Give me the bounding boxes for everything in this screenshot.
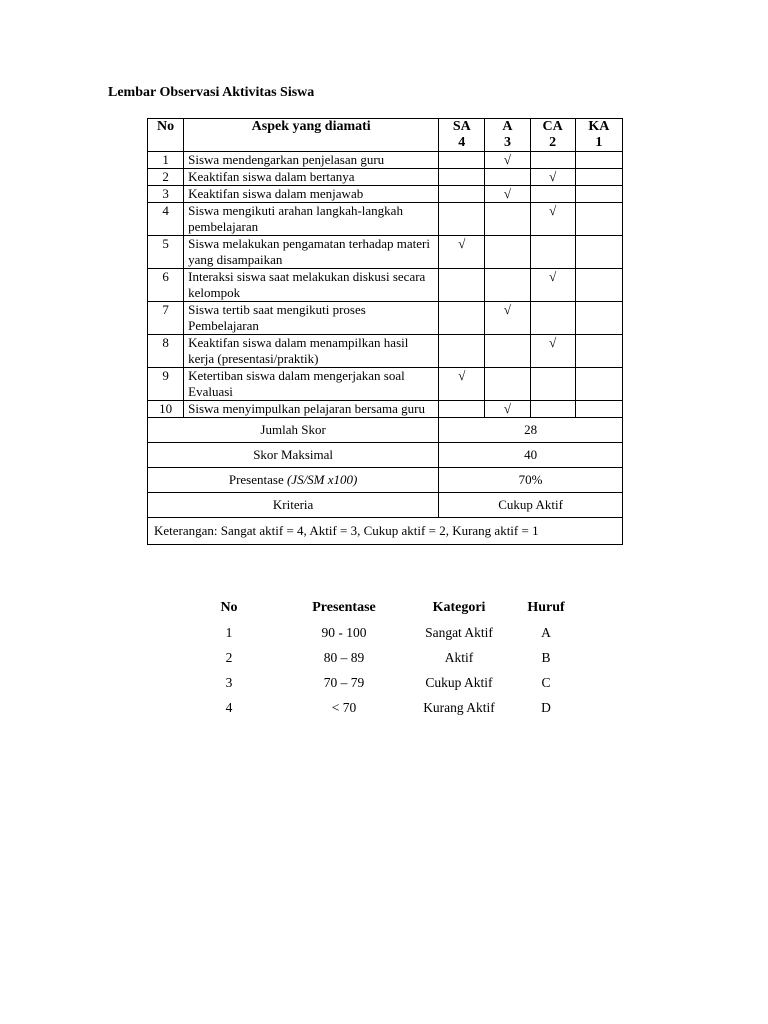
row-check-sa [439,401,485,418]
row-no: 10 [148,401,184,418]
row-check-ka [575,335,622,368]
row-check-ka [575,169,622,186]
percentage-value: 70% [439,468,623,493]
row-check-ka [575,368,622,401]
header-ka-score: 1 [575,135,622,152]
row-aspect: Ketertiban siswa dalam mengerjakan soal Evaluasi [184,368,439,401]
total-score-label: Jumlah Skor [148,418,439,443]
category-row [190,620,594,645]
criteria-row [148,493,623,518]
row-no: 9 [148,368,184,401]
row-aspect: Keaktifan siswa dalam menjawab [184,186,439,203]
row-check-ka [575,302,622,335]
header-ca-score: 2 [530,135,575,152]
row-check-ca: √ [530,169,575,186]
header-sa: SA [439,119,485,136]
row-check-ka [575,152,622,169]
row-check-sa [439,169,485,186]
category-row [190,695,594,720]
criteria-label: Kriteria [148,493,439,518]
row-aspect: Interaksi siswa saat melakukan diskusi secara kelompok [184,269,439,302]
category-table [190,596,594,720]
table-row [148,236,623,269]
category-header-no: No [220,600,238,615]
table-row [148,203,623,236]
category-no: 4 [225,699,233,715]
category-range: 80 – 89 [323,649,365,665]
header-no: No [148,119,184,152]
row-check-a [485,269,530,302]
row-check-a [485,203,530,236]
category-letter: A [541,624,551,640]
category-row [190,670,594,695]
row-check-a: √ [485,186,530,203]
category-name: Sangat Aktif [425,624,493,640]
row-check-sa [439,186,485,203]
table-row [148,186,623,203]
row-no: 8 [148,335,184,368]
row-check-sa [439,269,485,302]
row-check-a: √ [485,302,530,335]
category-range: 90 - 100 [321,624,367,640]
category-letter: D [541,699,551,715]
max-score-value: 40 [439,443,623,468]
category-name: Cukup Aktif [425,674,493,690]
row-check-ca [530,186,575,203]
category-header-kategori: Kategori [432,600,486,615]
percentage-formula: (JS/SM x100) [286,472,358,487]
row-check-ca [530,236,575,269]
category-name: Kurang Aktif [423,699,495,715]
row-aspect: Siswa mendengarkan penjelasan guru [184,152,439,169]
row-check-ca [530,302,575,335]
row-check-a [485,335,530,368]
row-check-sa [439,302,485,335]
row-aspect: Siswa menyimpulkan pelajaran bersama guru [184,401,439,418]
table-row [148,368,623,401]
max-score-label: Skor Maksimal [148,443,439,468]
row-aspect: Keaktifan siswa dalam menampilkan hasil kerja (presentasi/praktik) [184,335,439,368]
row-check-ca: √ [530,203,575,236]
row-check-ca: √ [530,269,575,302]
category-header-huruf: Huruf [527,600,565,615]
total-score-row [148,418,623,443]
category-range: 70 – 79 [323,674,365,690]
row-no: 5 [148,236,184,269]
row-no: 3 [148,186,184,203]
row-no: 4 [148,203,184,236]
category-letter: C [541,674,551,690]
row-check-ka [575,236,622,269]
max-score-row [148,443,623,468]
category-no: 2 [225,649,233,665]
row-aspect: Keaktifan siswa dalam bertanya [184,169,439,186]
row-check-ca [530,368,575,401]
legend-note: Keterangan: Sangat aktif = 4, Aktif = 3, Cukup aktif = 2, Kurang aktif = 1 [148,518,623,545]
row-check-sa [439,335,485,368]
row-aspect: Siswa melakukan pengamatan terhadap materi yang disampaikan [184,236,439,269]
category-letter: B [541,649,551,665]
row-check-sa [439,203,485,236]
table-row [148,169,623,186]
row-check-ka [575,269,622,302]
page-title: Lembar Observasi Aktivitas Siswa [108,85,315,100]
percentage-label-text: Presentase [228,472,287,487]
row-check-sa: √ [439,236,485,269]
percentage-label [148,468,439,493]
row-no: 2 [148,169,184,186]
row-no: 1 [148,152,184,169]
category-range: < 70 [331,699,357,715]
category-header-row [190,596,594,620]
note-row [148,518,623,545]
row-check-ka [575,401,622,418]
row-no: 6 [148,269,184,302]
table-row [148,401,623,418]
header-row [148,119,623,136]
table-row [148,335,623,368]
row-check-ca [530,401,575,418]
row-check-a [485,236,530,269]
row-check-a: √ [485,152,530,169]
row-check-ka [575,203,622,236]
percentage-row [148,468,623,493]
header-a: A [485,119,530,136]
row-check-sa: √ [439,368,485,401]
row-check-ca: √ [530,335,575,368]
header-a-score: 3 [485,135,530,152]
row-no: 7 [148,302,184,335]
category-name: Aktif [444,649,474,665]
row-check-a [485,169,530,186]
row-check-ca [530,152,575,169]
category-row [190,645,594,670]
row-check-ka [575,186,622,203]
table-row [148,152,623,169]
header-ka: KA [575,119,622,136]
table-row [148,269,623,302]
observation-table [147,118,623,545]
header-sa-score: 4 [439,135,485,152]
row-check-a [485,368,530,401]
row-aspect: Siswa tertib saat mengikuti proses Pembelajaran [184,302,439,335]
category-header-presentase: Presentase [312,600,376,615]
total-score-value: 28 [439,418,623,443]
category-no: 1 [225,624,233,640]
row-check-sa [439,152,485,169]
row-aspect: Siswa mengikuti arahan langkah-langkah pembelajaran [184,203,439,236]
header-aspect: Aspek yang diamati [184,119,439,152]
header-ca: CA [530,119,575,136]
row-check-a: √ [485,401,530,418]
criteria-value: Cukup Aktif [439,493,623,518]
category-no: 3 [225,674,233,690]
table-row [148,302,623,335]
